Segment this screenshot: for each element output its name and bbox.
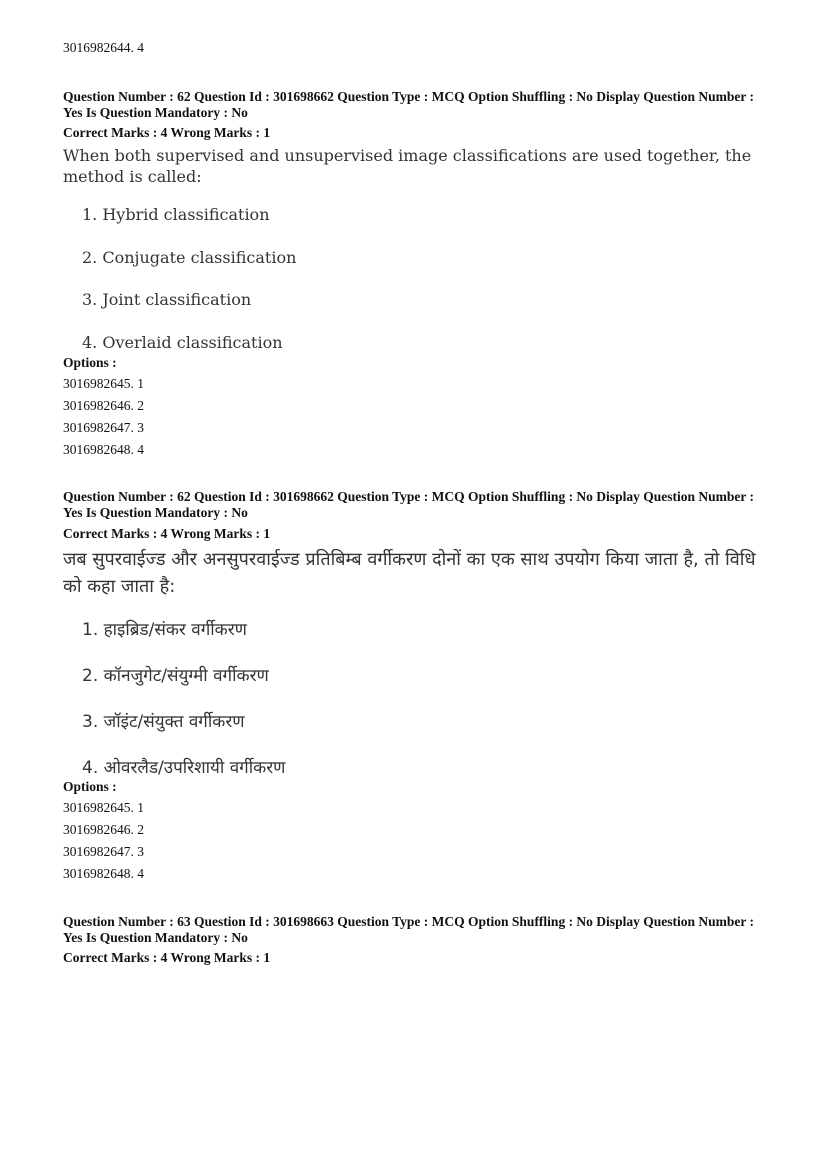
q62-hi-question-text: जब सुपरवाईज्ड और अनसुपरवाईज्ड प्रतिबिम्ब वर्गीकरण दोनों का एक साथ उपयोग किया जाता है, तो विधि को कहा जाता है: (63, 549, 756, 597)
q62-en-choice-3: 3. Joint classification (82, 290, 252, 309)
q63-meta: Question Number : 63 Question Id : 301698663 Question Type : MCQ Option Shuffling : No Display Question Number : Yes Is Question Mandatory : No (63, 914, 754, 945)
q62-en-option-1: 3016982645. 1 (63, 376, 144, 391)
q62-hi-choice-2: 2. कॉनजुगेट/संयुग्मी वर्गीकरण (82, 666, 269, 686)
q62-en-meta: Question Number : 62 Question Id : 301698662 Question Type : MCQ Option Shuffling : No Display Question Number : Yes Is Question Mandatory : No (63, 89, 754, 120)
q62-hi-option-1: 3016982645. 1 (63, 800, 144, 815)
q62-hi-choice-3: 3. जॉइंट/संयुक्त वर्गीकरण (82, 712, 245, 732)
q62-hi-meta: Question Number : 62 Question Id : 301698662 Question Type : MCQ Option Shuffling : No Display Question Number : Yes Is Question Mandatory : No (63, 489, 754, 520)
previous-option-line: 3016982644. 4 (63, 40, 144, 55)
q62-en-option-4: 3016982648. 4 (63, 442, 144, 457)
q63-marks: Correct Marks : 4 Wrong Marks : 1 (63, 950, 271, 965)
q62-hi-choice-4: 4. ओवरलैड/उपरिशायी वर्गीकरण (82, 758, 286, 778)
q62-hi-marks: Correct Marks : 4 Wrong Marks : 1 (63, 526, 271, 541)
q62-hi-options-label: Options : (63, 779, 117, 794)
q62-hi-option-3: 3016982647. 3 (63, 844, 144, 859)
q62-en-question-text: When both supervised and unsupervised image classifications are used together, the method is called: (63, 146, 752, 186)
q62-en-choice-4: 4. Overlaid classification (82, 333, 283, 352)
q62-hi-option-4: 3016982648. 4 (63, 866, 144, 881)
q62-en-option-2: 3016982646. 2 (63, 398, 144, 413)
q62-en-choice-2: 2. Conjugate classification (82, 248, 297, 267)
q62-en-choice-1: 1. Hybrid classification (82, 205, 270, 224)
q62-en-option-3: 3016982647. 3 (63, 420, 144, 435)
q62-en-marks: Correct Marks : 4 Wrong Marks : 1 (63, 125, 271, 140)
q62-hi-option-2: 3016982646. 2 (63, 822, 144, 837)
q62-hi-choice-1: 1. हाइब्रिड/संकर वर्गीकरण (82, 620, 247, 640)
q62-en-options-label: Options : (63, 355, 117, 370)
